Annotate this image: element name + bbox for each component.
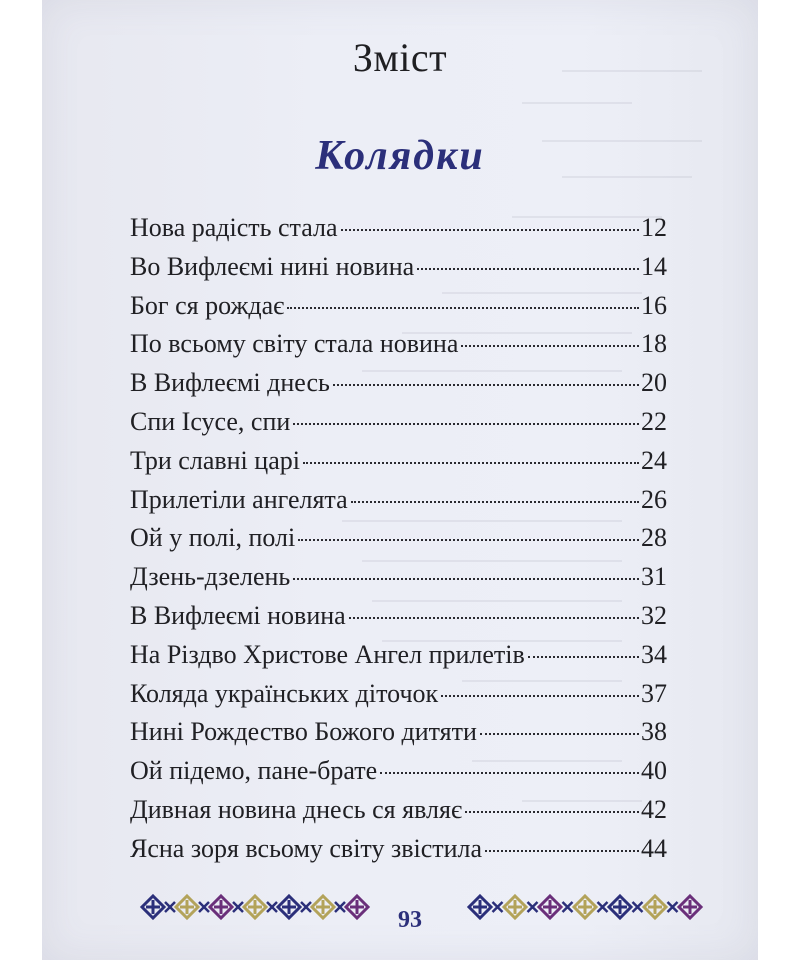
toc-entry (130, 756, 667, 795)
toc-entry-page: 40 (641, 756, 667, 786)
toc-entry-page: 28 (641, 523, 667, 553)
dot-leader (441, 695, 639, 697)
toc-entry (130, 446, 667, 485)
toc-entry-title: Спи Ісусе, спи (130, 406, 291, 436)
toc-entry-page: 38 (641, 717, 667, 747)
dot-leader (333, 384, 639, 386)
toc-entry-title: Три славні царі (130, 445, 300, 475)
toc-entry-page: 18 (641, 329, 667, 359)
dot-leader (349, 617, 639, 619)
table-of-contents (130, 213, 667, 873)
toc-entry-page: 22 (641, 406, 667, 436)
toc-entry (130, 834, 667, 873)
toc-entry-page: 37 (641, 678, 667, 708)
toc-entry-title: Ой підемо, пане-брате (130, 756, 378, 786)
section-heading: Колядки (315, 133, 485, 179)
toc-entry-page: 34 (641, 639, 667, 669)
toc-entry-title: На Різдво Христове Ангел прилетів (130, 639, 525, 669)
toc-entry (130, 252, 667, 291)
dot-leader (485, 850, 639, 852)
toc-entry-title: Ой у полі, полі (130, 523, 296, 553)
toc-entry (130, 717, 667, 756)
toc-entry (130, 213, 667, 252)
dot-leader (287, 307, 639, 309)
dot-leader (293, 578, 639, 580)
toc-entry (130, 407, 667, 446)
toc-entry (130, 291, 667, 330)
page-title: Зміст (352, 35, 448, 80)
toc-entry-title: Бог ся рождає (130, 290, 285, 320)
toc-entry-page: 16 (641, 290, 667, 320)
toc-entry (130, 640, 667, 679)
toc-entry-title: В Вифлеємі новина (130, 600, 346, 630)
toc-entry-title: В Вифлеємі днесь (130, 368, 330, 398)
toc-entry-page: 31 (641, 562, 667, 592)
embroidery-ornament-icon (137, 887, 377, 927)
toc-entry-title: Прилетіли ангелята (130, 484, 348, 514)
toc-entry-page: 14 (641, 251, 667, 281)
toc-entry (130, 523, 667, 562)
page-number: 93 (398, 907, 422, 933)
toc-entry-title: Коляда українських діточок (130, 678, 439, 708)
dot-leader (465, 811, 639, 813)
toc-entry-page: 24 (641, 445, 667, 475)
toc-entry (130, 329, 667, 368)
toc-entry (130, 485, 667, 524)
book-page (42, 0, 758, 960)
toc-entry-title: По всьому світу стала новина (130, 329, 459, 359)
dot-leader (303, 462, 639, 464)
dot-leader (528, 656, 639, 658)
dot-leader (298, 539, 639, 541)
toc-entry-page: 20 (641, 368, 667, 398)
embroidery-ornament-icon (462, 887, 712, 927)
toc-entry-page: 12 (641, 213, 667, 242)
toc-entry (130, 679, 667, 718)
toc-entry (130, 368, 667, 407)
dot-leader (293, 423, 639, 425)
toc-entry-page: 32 (641, 600, 667, 630)
toc-entry-title: Нова радість стала (130, 213, 338, 242)
toc-entry-title: Во Вифлеємі нині новина (130, 251, 415, 281)
dot-leader (341, 229, 639, 231)
toc-entry-page: 26 (641, 484, 667, 514)
toc-entry-page: 42 (641, 794, 667, 824)
toc-entry-title: Ясна зоря всьому світу звістила (130, 833, 483, 863)
dot-leader (461, 345, 639, 347)
dot-leader (417, 268, 639, 270)
dot-leader (380, 772, 639, 774)
toc-entry (130, 795, 667, 834)
toc-entry-title: Дивная новина днесь ся являє (130, 794, 463, 824)
dot-leader (351, 501, 639, 503)
toc-entry-title: Дзень-дзелень (130, 562, 291, 592)
toc-entry-title: Нині Рождество Божого дитяти (130, 717, 477, 747)
dot-leader (480, 733, 639, 735)
toc-entry-page: 44 (641, 833, 667, 863)
toc-entry (130, 562, 667, 601)
toc-entry (130, 601, 667, 640)
